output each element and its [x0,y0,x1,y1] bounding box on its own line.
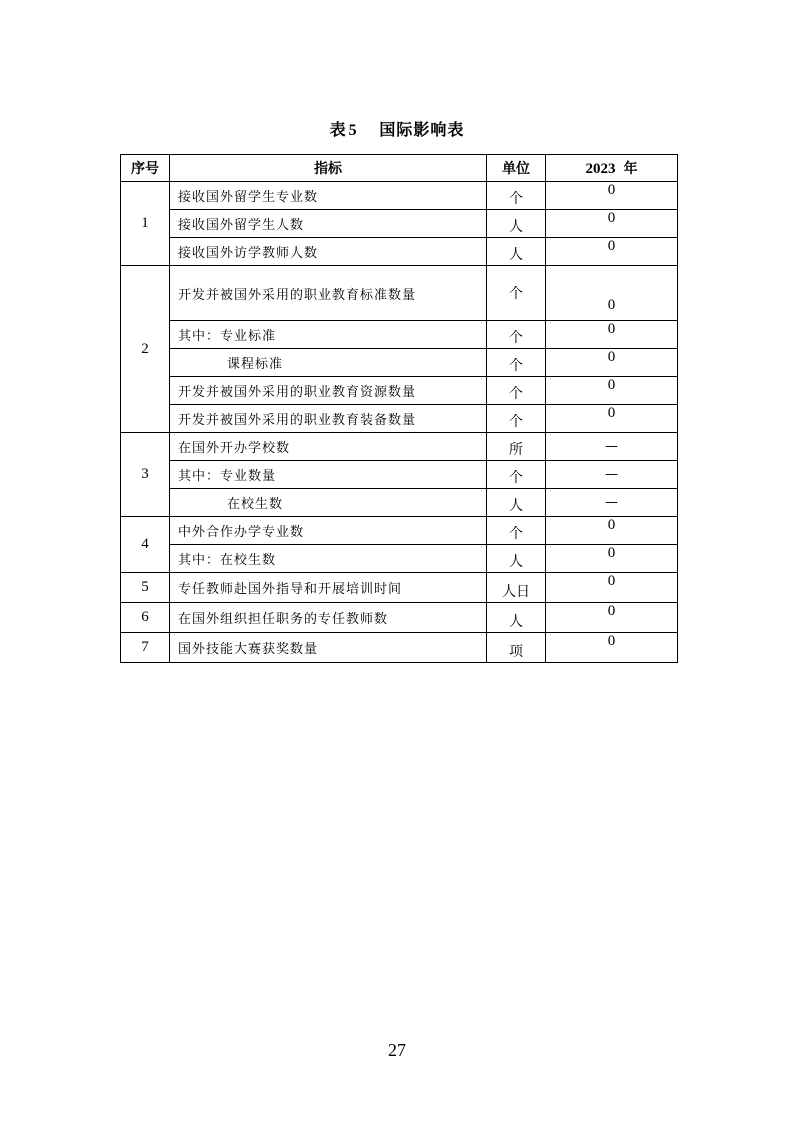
indicator-cell: 专任教师赴国外指导和开展培训时间 [170,573,487,603]
indicator-cell: 接收国外留学生专业数 [170,182,487,210]
value-cell: 0 [546,517,678,545]
header-year-number: 2023 [585,161,616,177]
value-cell: 0 [546,321,678,349]
indicator-cell: 中外合作办学专业数 [170,517,487,545]
indicator-cell: 开发并被国外采用的职业教育标准数量 [170,266,487,321]
indicator-cell: 接收国外访学教师人数 [170,238,487,266]
table-row [121,461,678,489]
value-cell: 0 [546,633,678,663]
unit-cell: 个 [487,266,546,321]
table-title-name: 国际影响表 [379,120,465,139]
indicator-cell: 其中：专业标准 [170,321,487,349]
table-row [121,489,678,517]
table-row [121,321,678,349]
header-unit: 单位 [487,155,546,182]
unit-cell: 个 [487,321,546,349]
indicator-cell: 在国外组织担任职务的专任教师数 [170,603,487,633]
table-row [121,433,678,461]
unit-cell: 所 [487,433,546,461]
value-cell: 0 [546,238,678,266]
international-influence-table [120,154,678,663]
value-cell: — [546,433,678,461]
table-title-label: 表 [329,120,347,139]
unit-cell: 个 [487,405,546,433]
indicator-cell: 开发并被国外采用的职业教育装备数量 [170,405,487,433]
unit-cell: 人 [487,545,546,573]
unit-cell: 人 [487,489,546,517]
unit-cell: 人 [487,210,546,238]
table-row [121,633,678,663]
header-year [546,155,678,182]
value-cell: 0 [546,545,678,573]
unit-cell: 人日 [487,573,546,603]
indicator-cell: 接收国外留学生人数 [170,210,487,238]
table-row [121,545,678,573]
table-row [121,210,678,238]
value-cell: 0 [546,405,678,433]
header-year-suffix: 年 [623,161,638,177]
value-cell: 0 [546,349,678,377]
seq-cell: 5 [121,573,170,603]
seq-cell: 1 [121,182,170,266]
table-row [121,405,678,433]
value-cell: — [546,489,678,517]
value-cell: 0 [546,266,678,321]
indicator-cell: 课程标准 [170,349,487,377]
seq-cell: 3 [121,433,170,517]
indicator-cell: 国外技能大赛获奖数量 [170,633,487,663]
indicator-cell: 在国外开办学校数 [170,433,487,461]
indicator-cell: 其中：专业数量 [170,461,487,489]
table-row [121,182,678,210]
indicator-cell: 在校生数 [170,489,487,517]
seq-cell: 2 [121,266,170,433]
table-row [121,349,678,377]
unit-cell: 个 [487,517,546,545]
unit-cell: 人 [487,603,546,633]
seq-cell: 6 [121,603,170,633]
unit-cell: 人 [487,238,546,266]
seq-cell: 7 [121,633,170,663]
header-row [121,155,678,182]
unit-cell: 个 [487,377,546,405]
indicator-cell: 其中：在校生数 [170,545,487,573]
unit-cell: 个 [487,349,546,377]
unit-cell: 个 [487,182,546,210]
seq-cell: 4 [121,517,170,573]
header-seq: 序号 [121,155,170,182]
table-title [0,117,794,140]
unit-cell: 个 [487,461,546,489]
table-title-number: 5 [348,122,358,139]
table-row [121,603,678,633]
value-cell: — [546,461,678,489]
unit-cell: 项 [487,633,546,663]
page-number: 27 [388,1040,406,1060]
header-indicator: 指标 [170,155,487,182]
table-row [121,238,678,266]
table-row [121,573,678,603]
table-row [121,377,678,405]
value-cell: 0 [546,573,678,603]
value-cell: 0 [546,377,678,405]
indicator-cell: 开发并被国外采用的职业教育资源数量 [170,377,487,405]
value-cell: 0 [546,603,678,633]
value-cell: 0 [546,210,678,238]
table-row [121,266,678,321]
table-row [121,517,678,545]
value-cell: 0 [546,182,678,210]
